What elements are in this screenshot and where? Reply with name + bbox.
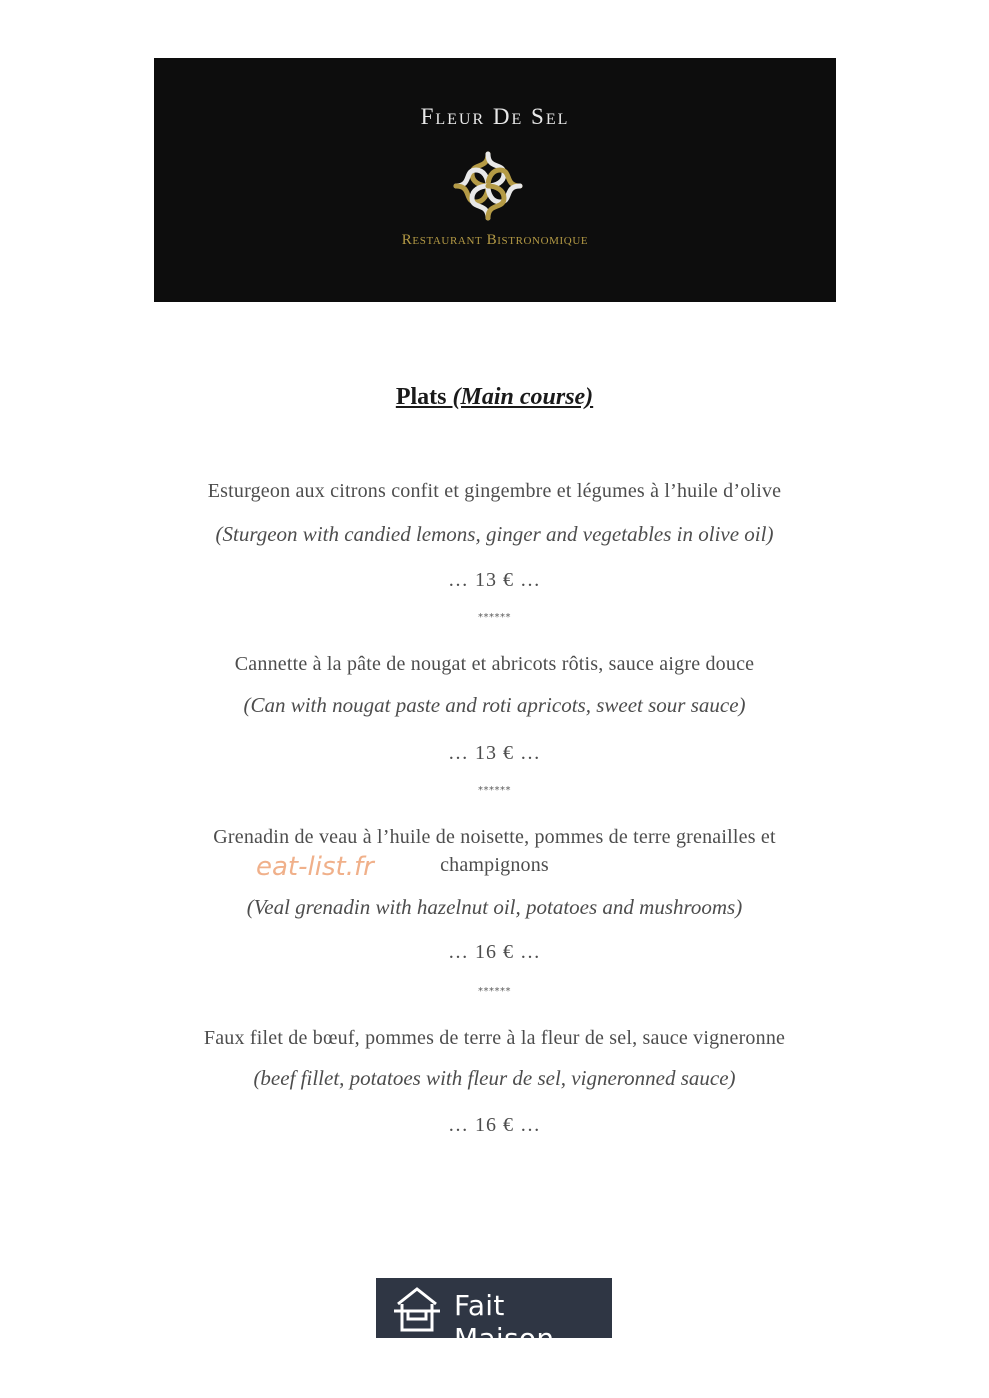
dish-2-name-en: (Can with nougat paste and roti apricots, sweet sour sauce): [243, 693, 746, 717]
dish-3-name-fr-line1: Grenadin de veau à l’huile de noisette, pommes de terre grenailles et: [213, 826, 776, 848]
dish-4-price: … 16 € …: [448, 1114, 541, 1136]
dish-2-name-fr: Cannette à la pâte de nougat et abricots rôtis, sauce aigre douce: [234, 653, 755, 675]
restaurant-name: Fleur De Sel: [420, 104, 570, 129]
dish-1-name-fr: Esturgeon aux citrons confit et gingembre et légumes à l’huile d’olive: [207, 480, 782, 502]
separator: ******: [478, 612, 511, 623]
dish-3-name-fr-line2: champignons: [440, 854, 549, 876]
house-pan-icon: [392, 1284, 442, 1332]
section-title-en: (Main course): [452, 384, 594, 410]
fait-maison-label: Fait Maison: [454, 1289, 555, 1355]
dish-1-price: … 13 € …: [448, 569, 541, 591]
dish-3-name-en: (Veal grenadin with hazelnut oil, potatoes and mushrooms): [246, 895, 743, 919]
fait-maison-badge: [376, 1278, 612, 1355]
separator: ******: [478, 986, 511, 997]
dish-3-price: … 16 € …: [448, 941, 541, 963]
dish-4-name-fr: Faux filet de bœuf, pommes de terre à la fleur de sel, sauce vigneronne: [203, 1027, 786, 1049]
restaurant-banner: [154, 58, 836, 302]
watermark: eat-list.fr: [256, 852, 374, 882]
fleur-de-sel-emblem-icon: [450, 148, 526, 224]
dish-4-name-en: (beef fillet, potatoes with fleur de sel, vigneronned sauce): [253, 1066, 736, 1090]
restaurant-tagline: Restaurant Bistronomique: [401, 232, 589, 248]
separator: ******: [478, 785, 511, 796]
dish-1-name-en: (Sturgeon with candied lemons, ginger and vegetables in olive oil): [215, 522, 774, 546]
section-title: [0, 384, 989, 411]
dish-2-price: … 13 € …: [448, 742, 541, 764]
section-title-fr: Plats: [395, 384, 447, 410]
